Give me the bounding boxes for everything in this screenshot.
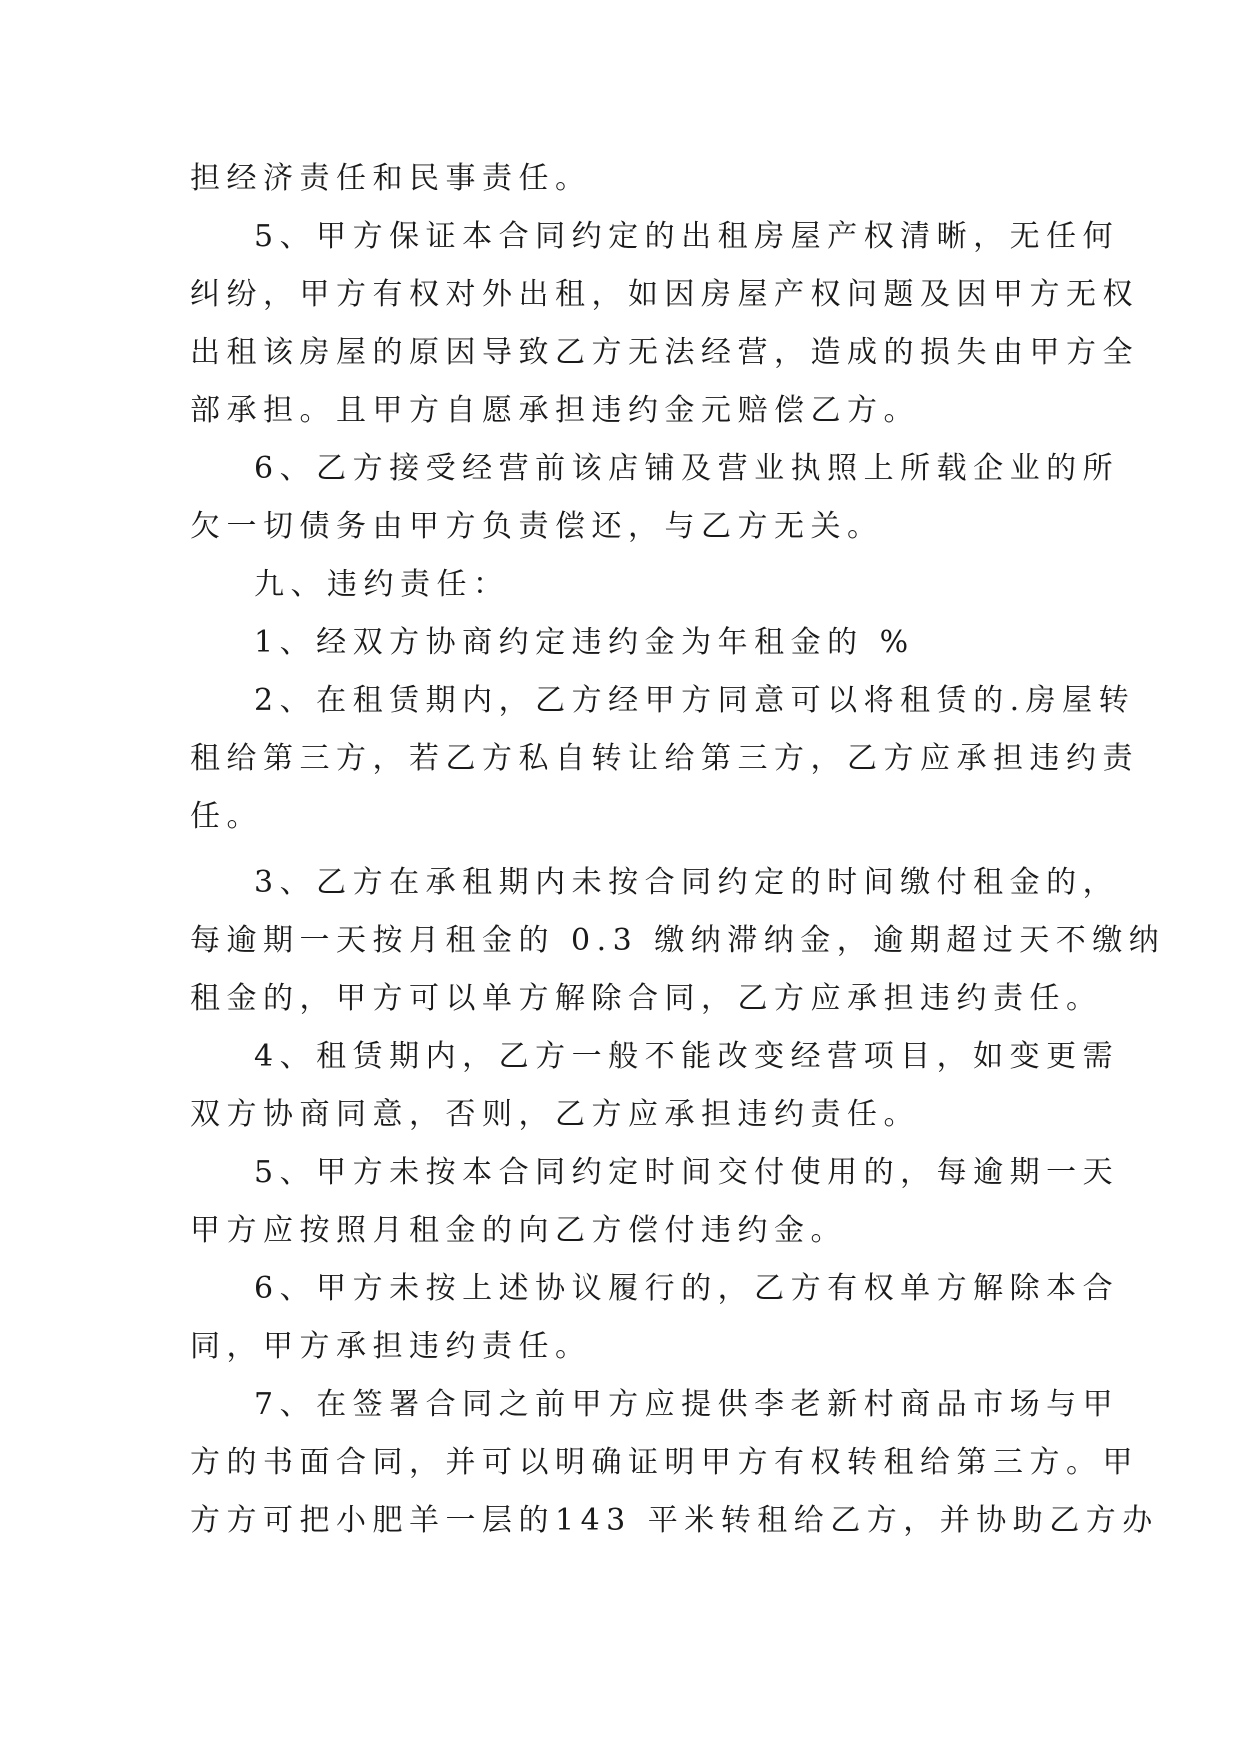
text-line: 租给第三方，若乙方私自转让给第三方，乙方应承担违约责 <box>190 741 1139 776</box>
text-line: 1、经双方协商约定违约金为年租金的 % <box>254 625 915 660</box>
text-line: 3、乙方在承租期内未按合同约定的时间缴付租金的， <box>254 865 1120 900</box>
text-line: 6、乙方接受经营前该店铺及营业执照上所载企业的所 <box>254 451 1120 486</box>
text-line: 2、在租赁期内，乙方经甲方同意可以将租赁的.房屋转 <box>254 683 1136 718</box>
text-line: 出租该房屋的原因导致乙方无法经营，造成的损失由甲方全 <box>190 335 1139 370</box>
section-heading: 九、违约责任： <box>254 567 510 602</box>
text-line: 欠一切债务由甲方负责偿还，与乙方无关。 <box>190 509 884 544</box>
text-line: 5、甲方保证本合同约定的出租房屋产权清晰，无任何 <box>254 219 1120 254</box>
text-line: 方的书面合同，并可以明确证明甲方有权转租给第三方。甲 <box>190 1445 1139 1480</box>
text-line: 7、在签署合同之前甲方应提供李老新村商品市场与甲 <box>254 1387 1120 1422</box>
text-line: 双方协商同意，否则，乙方应承担违约责任。 <box>190 1097 920 1132</box>
text-line: 同，甲方承担违约责任。 <box>190 1329 592 1364</box>
text-line: 方方可把小肥羊一层的143 平米转租给乙方，并协助乙方办 <box>190 1503 1159 1538</box>
text-line: 担经济责任和民事责任。 <box>190 161 592 196</box>
document-body <box>190 150 1166 1550</box>
text-line: 部承担。且甲方自愿承担违约金元赔偿乙方。 <box>190 393 920 428</box>
text-line: 任。 <box>190 799 263 834</box>
text-line: 纠纷，甲方有权对外出租，如因房屋产权问题及因甲方无权 <box>190 277 1139 312</box>
text-line: 每逾期一天按月租金的 0.3 缴纳滞纳金，逾期超过天不缴纳 <box>190 923 1166 958</box>
text-line: 5、甲方未按本合同约定时间交付使用的，每逾期一天 <box>254 1155 1120 1190</box>
text-line: 6、甲方未按上述协议履行的，乙方有权单方解除本合 <box>254 1271 1120 1306</box>
text-line: 租金的，甲方可以单方解除合同，乙方应承担违约责任。 <box>190 981 1103 1016</box>
text-line: 甲方应按照月租金的向乙方偿付违约金。 <box>190 1213 847 1248</box>
text-line: 4、租赁期内，乙方一般不能改变经营项目，如变更需 <box>254 1039 1120 1074</box>
